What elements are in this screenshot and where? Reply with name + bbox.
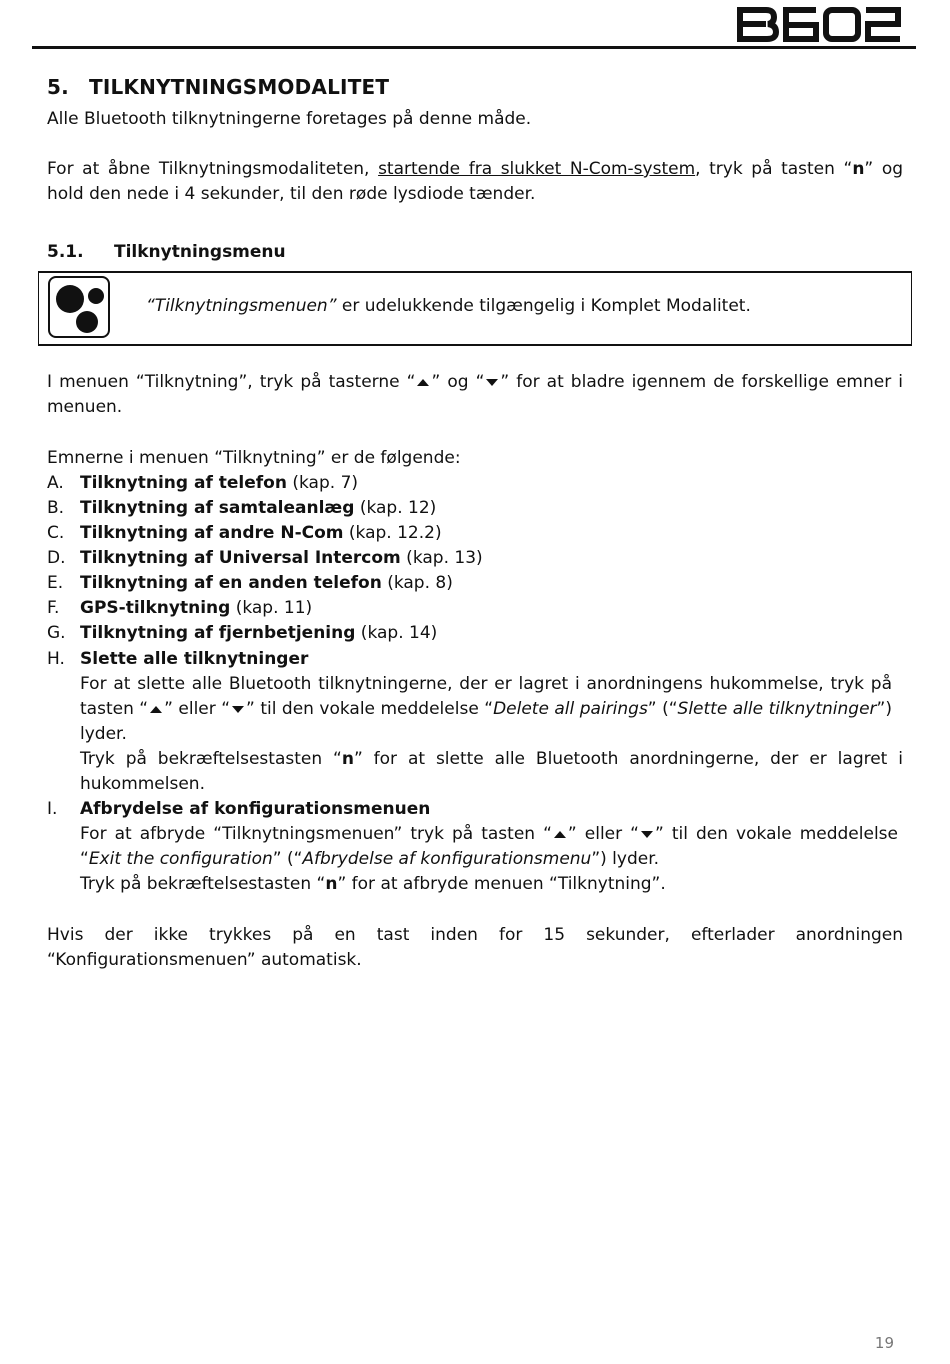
text-run: For at afbryde “Tilknytningsmenuen” tryk på tasten “	[80, 824, 552, 844]
list-letter: D.	[47, 548, 66, 568]
navigation-paragraph	[47, 370, 903, 420]
list-title: Tilknytning af andre N-Com	[80, 523, 344, 543]
text-run: ” (“	[647, 699, 678, 719]
page-number: 19	[874, 1334, 894, 1352]
section-heading	[47, 75, 903, 100]
text-run: ” og hold den nede i 4 sekunder, til den røde lysdiode tænder.	[47, 159, 904, 204]
text-run: I menuen “Tilknytning”, tryk på tasterne “	[47, 372, 416, 392]
item-i-step-1	[80, 822, 898, 872]
subsection-number: 5.1.	[47, 242, 84, 262]
list-title: Slette alle tilknytninger	[80, 649, 309, 669]
timeout-paragraph: Hvis der ikke trykkes på en tast inden for 15 sekunder, efterlader anordningen “Konfigurationsmenuen” automatisk.	[47, 925, 903, 970]
list-title: Tilknytning af fjernbetjening	[80, 623, 356, 643]
up-arrow-icon	[150, 706, 162, 713]
text-run: ” eller “	[567, 824, 639, 844]
underlined-phrase: startende fra slukket N-Com-system	[378, 159, 696, 179]
voice-message-translation: Afbrydelse af konfigurationsmenu	[302, 849, 592, 869]
list-letter: C.	[47, 523, 65, 543]
section-title: TILKNYTNINGSMODALITET	[89, 75, 390, 99]
list-title: Afbrydelse af konfigurationsmenuen	[80, 799, 431, 819]
list-ref: (kap. 11)	[230, 598, 313, 618]
text-run: Tryk på bekræftelsestasten “	[80, 749, 342, 769]
text-run: ”) lyder.	[80, 699, 892, 744]
list-ref: (kap. 14)	[355, 623, 438, 643]
text-run: ” til den vokale meddelelse “	[80, 824, 898, 869]
text-run: ”) lyder.	[591, 849, 660, 869]
list-ref: (kap. 13)	[400, 548, 483, 568]
list-letter: G.	[47, 623, 66, 643]
note-box	[38, 271, 912, 346]
section-number: 5.	[47, 75, 69, 99]
down-arrow-icon	[232, 706, 244, 713]
list-title: Tilknytning af telefon	[80, 473, 287, 493]
text-run: ” og “	[431, 372, 485, 392]
voice-message-translation: Slette alle tilknytninger	[677, 699, 877, 719]
key-n: n	[341, 749, 354, 769]
text-run: ” til den vokale meddelelse “	[246, 699, 494, 719]
text-run: , tryk på tasten “	[695, 159, 853, 179]
three-dots-icon	[48, 276, 110, 338]
text-run: ” eller “	[164, 699, 231, 719]
list-ref: (kap. 7)	[286, 473, 359, 493]
up-arrow-icon	[417, 379, 429, 386]
text-run: For at åbne Tilknytningsmodaliteten,	[47, 159, 379, 179]
up-arrow-icon	[554, 831, 566, 838]
list-ref: (kap. 8)	[381, 573, 453, 593]
list-letter: E.	[47, 573, 64, 593]
text-run: ” for at bladre igennem de forskellige emner i menuen.	[47, 372, 903, 417]
list-intro: Emnerne i menuen “Tilknytning” er de følgende:	[47, 448, 461, 468]
list-ref: (kap. 12)	[354, 498, 437, 518]
intro-paragraph: Alle Bluetooth tilknytningerne foretages på denne måde.	[47, 109, 532, 129]
note-italic: “Tilknytningsmenuen”	[146, 296, 337, 316]
list-letter: F.	[47, 598, 60, 618]
note-rest: er udelukkende tilgængelig i Komplet Modalitet.	[336, 296, 751, 316]
text-run: ” for at slette alle Bluetooth anordningerne, der er lagret i hukommelsen.	[80, 749, 903, 794]
note-text	[146, 296, 751, 316]
voice-message: Exit the configuration	[88, 849, 273, 869]
key-n: n	[325, 874, 338, 894]
down-arrow-icon	[641, 831, 653, 838]
list-letter: B.	[47, 498, 65, 518]
list-letter: H.	[47, 649, 65, 669]
down-arrow-icon	[486, 379, 498, 386]
list-letter: I.	[47, 799, 58, 819]
item-h-step-1	[80, 672, 892, 747]
item-i-step-2	[80, 872, 903, 897]
header-rule	[32, 46, 916, 49]
text-run: ” for at afbryde menuen “Tilknytning”.	[337, 874, 666, 894]
list-title: Tilknytning af samtaleanlæg	[80, 498, 355, 518]
open-mode-paragraph	[47, 157, 903, 207]
subsection-title: Tilknytningsmenu	[114, 242, 286, 262]
brand-logo	[736, 4, 904, 44]
voice-message: Delete all pairings	[493, 699, 648, 719]
list-title: GPS-tilknytning	[80, 598, 231, 618]
text-run: ” (“	[272, 849, 303, 869]
list-title: Tilknytning af en anden telefon	[80, 573, 382, 593]
text-run: Tryk på bekræftelsestasten “	[80, 874, 326, 894]
text-run: For at slette alle Bluetooth tilknytningerne, der er lagret i anordningens hukommelse, tryk på tasten “	[80, 674, 892, 719]
key-n: n	[852, 159, 865, 179]
list-letter: A.	[47, 473, 64, 493]
list-title: Tilknytning af Universal Intercom	[80, 548, 401, 568]
list-ref: (kap. 12.2)	[343, 523, 442, 543]
item-h-step-2	[80, 747, 903, 797]
subsection-heading	[47, 240, 903, 265]
